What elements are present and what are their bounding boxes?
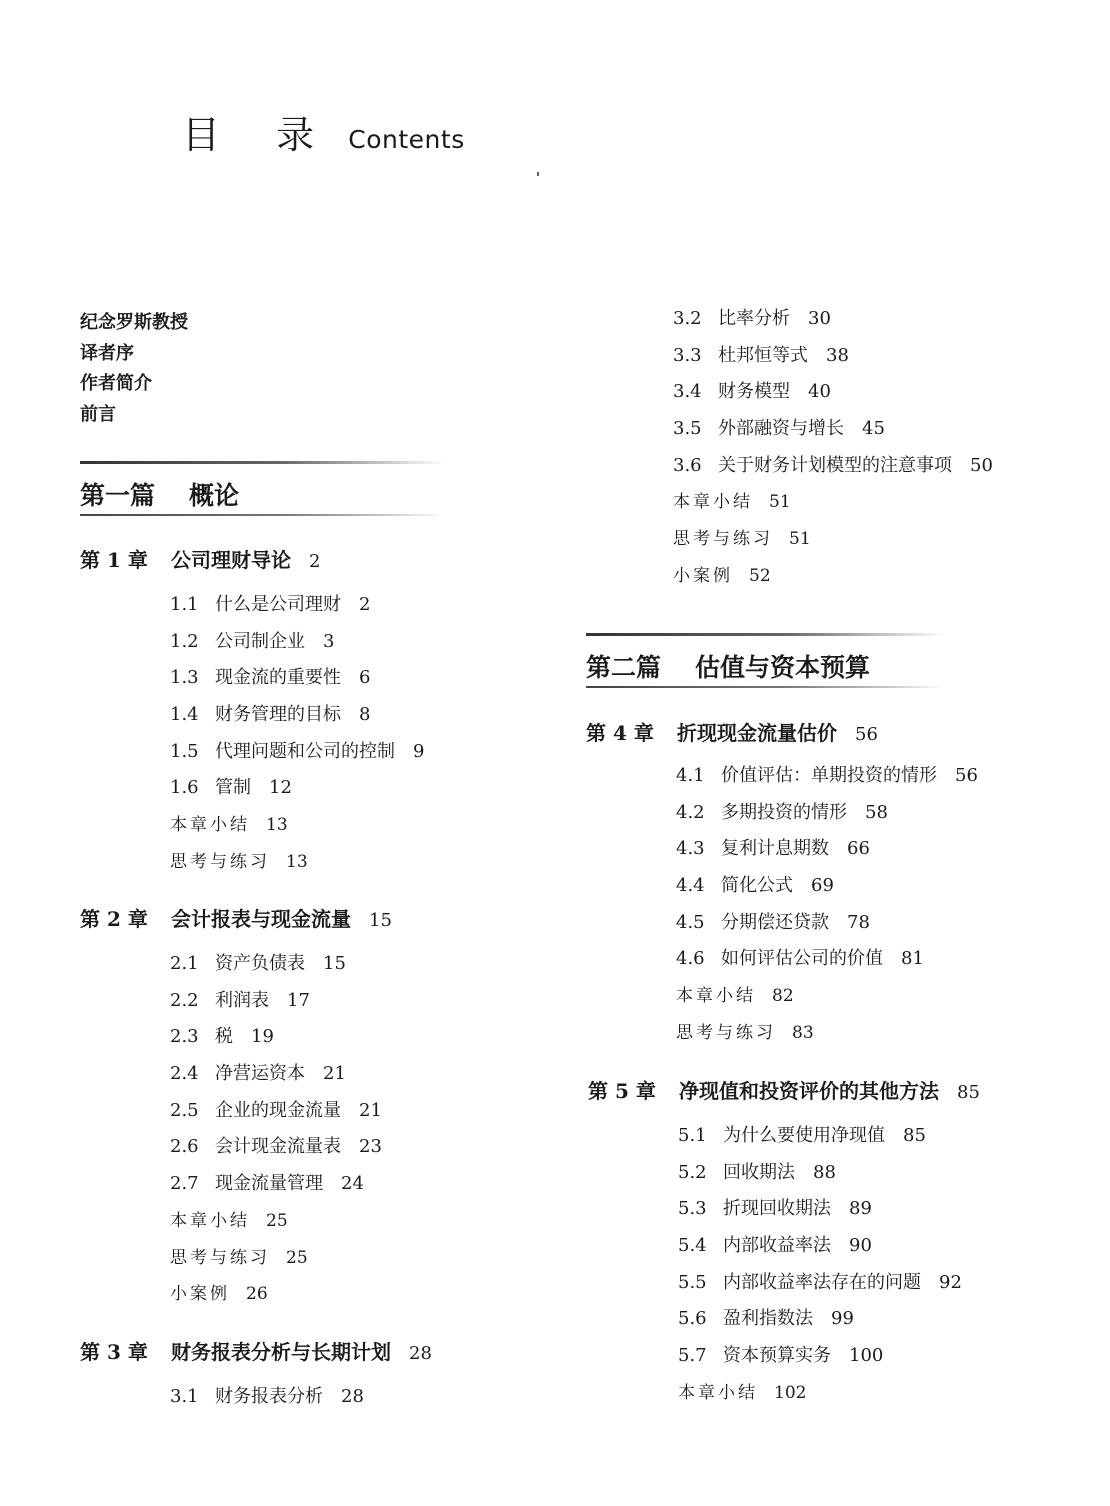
section-number: 1.4 <box>170 704 199 726</box>
toc-entry[interactable] <box>678 1228 962 1265</box>
chapter-title: 净现值和投资评价的其他方法 <box>679 1079 939 1103</box>
part-rule-bottom <box>80 514 445 516</box>
section-page: 100 <box>849 1345 884 1367</box>
chapter-number: 第 3 章 <box>80 1340 148 1364</box>
title-chinese: 目 录 <box>182 113 337 157</box>
section-title: 小案例 <box>673 565 733 586</box>
section-number: 2.1 <box>170 953 199 974</box>
toc-entry-exercises[interactable] <box>170 844 424 881</box>
section-page: 66 <box>847 838 870 860</box>
toc-entry[interactable] <box>170 697 424 734</box>
chapter-4-sections <box>676 758 978 1052</box>
section-title: 思考与练习 <box>170 1247 270 1268</box>
section-title: 如何评估公司的价值 <box>721 948 883 970</box>
section-page: 19 <box>251 1026 274 1048</box>
toc-entry[interactable] <box>673 448 993 485</box>
section-number: 2.4 <box>170 1063 199 1085</box>
section-title: 多期投资的情形 <box>721 801 847 823</box>
chapter-3-sections-left <box>170 1379 364 1416</box>
section-title: 代理问题和公司的控制 <box>215 740 395 762</box>
section-title: 比率分析 <box>718 308 790 329</box>
front-matter-item[interactable]: 纪念罗斯教授 <box>80 312 188 333</box>
toc-entry[interactable] <box>170 1093 382 1130</box>
front-matter-item[interactable]: 作者简介 <box>80 373 152 394</box>
section-page: 23 <box>359 1136 382 1158</box>
toc-entry[interactable] <box>673 411 993 448</box>
section-page: 85 <box>903 1125 926 1146</box>
section-title: 分期偿还贷款 <box>721 911 829 933</box>
section-title: 思考与练习 <box>673 529 773 550</box>
toc-entry-summary[interactable] <box>673 484 993 521</box>
section-number: 5.5 <box>678 1271 707 1293</box>
toc-entry[interactable] <box>170 1166 382 1203</box>
section-title: 净营运资本 <box>215 1063 305 1085</box>
section-page: 21 <box>323 1063 346 1085</box>
part-title <box>586 636 946 686</box>
section-page: 51 <box>769 492 791 513</box>
section-title: 外部融资与增长 <box>718 418 844 440</box>
chapter-heading-5[interactable] <box>588 1075 980 1104</box>
section-title: 税 <box>215 1026 233 1048</box>
section-number: 1.6 <box>170 777 199 799</box>
chapter-page: 28 <box>409 1343 432 1364</box>
chapter-number: 第 5 章 <box>588 1079 656 1103</box>
part-heading-1 <box>80 461 445 516</box>
section-number: 1.2 <box>170 630 199 652</box>
part-number: 第一篇 <box>80 481 156 510</box>
section-number: 3.3 <box>673 344 702 366</box>
chapter-page: 56 <box>855 724 878 745</box>
section-number: 2.3 <box>170 1026 199 1048</box>
toc-entry[interactable] <box>676 941 978 978</box>
toc-entry[interactable] <box>678 1118 962 1155</box>
section-page: 26 <box>246 1284 268 1305</box>
section-number: 1.5 <box>170 740 199 762</box>
section-title: 资产负债表 <box>215 953 305 974</box>
chapter-number: 第 1 章 <box>80 548 148 572</box>
section-title: 会计现金流量表 <box>215 1136 341 1158</box>
chapter-1-sections <box>170 587 424 881</box>
section-number: 1.3 <box>170 667 199 689</box>
toc-entry[interactable] <box>678 1265 962 1302</box>
part-name: 估值与资本预算 <box>695 653 871 682</box>
section-number: 4.2 <box>676 801 705 823</box>
section-number: 2.6 <box>170 1136 199 1158</box>
section-title: 思考与练习 <box>170 851 270 872</box>
section-title: 财务管理的目标 <box>215 704 341 726</box>
section-page: 81 <box>901 948 924 970</box>
part-heading-2 <box>586 633 946 688</box>
section-title: 什么是公司理财 <box>215 594 341 615</box>
section-page: 40 <box>808 381 831 403</box>
section-page: 52 <box>749 565 771 586</box>
chapter-heading-2[interactable] <box>80 903 392 932</box>
section-title: 回收期法 <box>723 1161 795 1183</box>
toc-entry[interactable] <box>676 905 978 942</box>
toc-entry[interactable] <box>678 1191 962 1228</box>
section-page: 83 <box>792 1022 814 1043</box>
section-number: 3.5 <box>673 418 702 440</box>
section-number: 1.1 <box>170 594 199 615</box>
toc-entry[interactable] <box>678 1338 962 1375</box>
part-number: 第二篇 <box>586 653 662 682</box>
section-title: 财务报表分析 <box>215 1386 323 1407</box>
section-title: 小案例 <box>170 1284 230 1305</box>
toc-entry-summary[interactable] <box>170 1203 382 1240</box>
toc-entry[interactable] <box>673 301 993 338</box>
section-page: 92 <box>939 1271 962 1293</box>
section-title: 内部收益率法 <box>723 1235 831 1257</box>
section-page: 25 <box>266 1210 288 1231</box>
toc-entry-summary[interactable] <box>678 1375 962 1412</box>
toc-entry[interactable] <box>170 587 424 624</box>
section-page: 28 <box>341 1386 364 1407</box>
chapter-2-sections <box>170 946 382 1313</box>
toc-entry[interactable] <box>170 770 424 807</box>
section-number: 4.5 <box>676 911 705 933</box>
section-title: 公司制企业 <box>215 630 305 652</box>
section-title: 管制 <box>215 777 251 799</box>
section-title: 企业的现金流量 <box>215 1099 341 1121</box>
section-title: 本章小结 <box>678 1382 758 1403</box>
chapter-title: 公司理财导论 <box>171 548 291 572</box>
section-page: 99 <box>831 1308 854 1330</box>
chapter-title: 会计报表与现金流量 <box>171 907 351 931</box>
section-number: 4.3 <box>676 838 705 860</box>
chapter-heading-4[interactable] <box>586 717 878 746</box>
section-number: 4.4 <box>676 875 705 897</box>
section-page: 3 <box>323 630 335 652</box>
toc-entry[interactable] <box>170 1056 382 1093</box>
toc-entry-exercises[interactable] <box>170 1240 382 1277</box>
title-english: Contents <box>348 125 465 154</box>
section-title: 为什么要使用净现值 <box>723 1125 885 1146</box>
chapter-number: 第 4 章 <box>586 721 654 745</box>
section-number: 3.1 <box>170 1386 199 1407</box>
section-number: 5.6 <box>678 1308 707 1330</box>
section-title: 杜邦恒等式 <box>718 344 808 366</box>
toc-entry[interactable] <box>678 1301 962 1338</box>
section-number: 5.1 <box>678 1125 707 1146</box>
section-page: 56 <box>955 765 978 786</box>
section-title: 折现回收期法 <box>723 1198 831 1220</box>
chapter-page: 85 <box>957 1082 980 1103</box>
section-number: 5.3 <box>678 1198 707 1220</box>
toc-entry[interactable] <box>676 831 978 868</box>
page-title <box>182 104 465 159</box>
section-page: 8 <box>359 704 371 726</box>
section-title: 内部收益率法存在的问题 <box>723 1271 921 1293</box>
section-page: 58 <box>865 801 888 823</box>
chapter-5-sections <box>678 1118 962 1412</box>
section-number: 4.6 <box>676 948 705 970</box>
section-number: 5.7 <box>678 1345 707 1367</box>
section-number: 2.2 <box>170 989 199 1011</box>
part-title <box>80 464 445 514</box>
toc-entry[interactable] <box>170 946 382 983</box>
section-title: 现金流的重要性 <box>215 667 341 689</box>
section-title: 财务模型 <box>718 381 790 403</box>
toc-entry[interactable] <box>170 1129 382 1166</box>
toc-entry[interactable] <box>673 374 993 411</box>
chapter-heading-1[interactable] <box>80 544 320 573</box>
section-page: 12 <box>269 777 292 799</box>
section-number: 2.7 <box>170 1173 199 1195</box>
chapter-number: 第 2 章 <box>80 907 148 931</box>
section-number: 5.2 <box>678 1161 707 1183</box>
section-page: 21 <box>359 1099 382 1121</box>
section-page: 25 <box>286 1247 308 1268</box>
section-page: 69 <box>811 875 834 897</box>
toc-entry-summary[interactable] <box>170 807 424 844</box>
section-page: 78 <box>847 911 870 933</box>
section-page: 17 <box>287 989 310 1011</box>
front-matter-item[interactable]: 译者序 <box>80 342 134 364</box>
chapter-page: 2 <box>309 551 321 572</box>
section-page: 13 <box>266 815 288 836</box>
toc-entry[interactable] <box>676 868 978 905</box>
section-title: 利润表 <box>215 989 269 1011</box>
front-matter-list <box>80 308 188 430</box>
section-number: 3.4 <box>673 381 702 403</box>
section-page: 6 <box>359 667 371 689</box>
part-rule-bottom <box>586 686 946 688</box>
section-title: 盈利指数法 <box>723 1308 813 1330</box>
section-page: 38 <box>826 344 849 366</box>
section-page: 15 <box>323 953 346 974</box>
toc-entry[interactable] <box>676 795 978 832</box>
toc-entry[interactable] <box>673 338 993 375</box>
section-title: 复利计息期数 <box>721 838 829 860</box>
section-title: 现金流量管理 <box>215 1173 323 1195</box>
toc-entry[interactable] <box>170 624 424 661</box>
chapter-3-sections-right <box>673 301 993 595</box>
section-title: 思考与练习 <box>676 1022 776 1043</box>
section-title: 本章小结 <box>673 492 753 513</box>
toc-entry-exercises[interactable] <box>676 1015 978 1052</box>
section-page: 30 <box>808 308 831 329</box>
section-number: 5.4 <box>678 1235 707 1257</box>
section-page: 2 <box>359 594 371 615</box>
chapter-heading-3[interactable] <box>80 1336 432 1365</box>
toc-entry[interactable] <box>170 1379 364 1416</box>
chapter-title: 折现现金流量估价 <box>677 721 837 745</box>
section-page: 13 <box>286 851 308 872</box>
section-page: 45 <box>862 418 885 440</box>
section-title: 本章小结 <box>676 986 756 1007</box>
section-page: 24 <box>341 1173 364 1195</box>
section-page: 82 <box>772 986 794 1007</box>
chapter-title: 财务报表分析与长期计划 <box>171 1340 391 1364</box>
front-matter-item[interactable]: 前言 <box>80 403 116 425</box>
section-page: 102 <box>774 1382 807 1403</box>
section-page: 50 <box>970 454 993 476</box>
speck <box>537 172 539 176</box>
toc-entry-summary[interactable] <box>676 978 978 1015</box>
section-title: 关于财务计划模型的注意事项 <box>718 454 952 476</box>
toc-entry[interactable] <box>170 1019 382 1056</box>
chapter-page: 15 <box>369 910 392 931</box>
toc-entry[interactable] <box>678 1155 962 1192</box>
section-page: 88 <box>813 1161 836 1183</box>
toc-entry[interactable] <box>170 983 382 1020</box>
toc-entry-case[interactable] <box>673 558 993 595</box>
section-title: 简化公式 <box>721 875 793 897</box>
section-title: 价值评估：单期投资的情形 <box>721 765 937 786</box>
section-page: 90 <box>849 1235 872 1257</box>
toc-entry[interactable] <box>170 660 424 697</box>
toc-entry[interactable] <box>170 734 424 771</box>
section-title: 资本预算实务 <box>723 1345 831 1367</box>
section-page: 51 <box>789 529 811 550</box>
section-number: 4.1 <box>676 765 705 786</box>
section-title: 本章小结 <box>170 1210 250 1231</box>
section-number: 3.2 <box>673 308 702 329</box>
toc-entry-case[interactable] <box>170 1276 382 1313</box>
toc-entry-exercises[interactable] <box>673 521 993 558</box>
section-number: 2.5 <box>170 1099 199 1121</box>
part-name: 概论 <box>189 481 240 510</box>
section-page: 9 <box>413 740 425 762</box>
section-title: 本章小结 <box>170 815 250 836</box>
section-number: 3.6 <box>673 454 702 476</box>
toc-entry[interactable] <box>676 758 978 795</box>
section-page: 89 <box>849 1198 872 1220</box>
